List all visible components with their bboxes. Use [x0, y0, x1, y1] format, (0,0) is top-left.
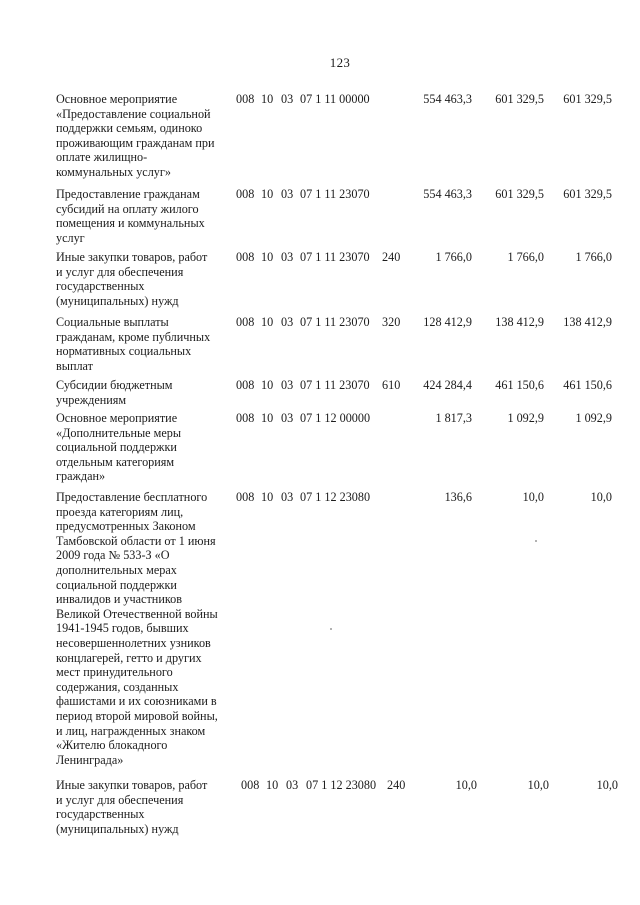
- row-name: Предоставление гражданам субсидий на оплату жилого помещения и коммунальных услуг: [56, 187, 205, 245]
- value-year-2: 1 092,9: [507, 411, 544, 425]
- value-year-1: 554 463,3: [423, 187, 472, 201]
- value-year-3: 601 329,5: [563, 92, 612, 106]
- code-target-article: 07 1 11 00000: [300, 92, 370, 106]
- value-year-1: 128 412,9: [423, 315, 472, 329]
- value-year-3: 601 329,5: [563, 187, 612, 201]
- scan-speck: [330, 628, 332, 630]
- value-year-2: 601 329,5: [495, 92, 544, 106]
- code-ved: 008: [241, 778, 260, 792]
- code-razdel: 10: [261, 187, 274, 201]
- code-razdel: 10: [261, 490, 274, 504]
- code-target-article: 07 1 11 23070: [300, 378, 370, 392]
- code-ved: 008: [236, 315, 255, 329]
- value-year-2: 1 766,0: [507, 250, 544, 264]
- code-target-article: 07 1 11 23070: [300, 187, 370, 201]
- code-podrazdel: 03: [281, 315, 294, 329]
- value-year-1: 10,0: [455, 778, 477, 792]
- value-year-2: 601 329,5: [495, 187, 544, 201]
- row-name: Иные закупки товаров, работ и услуг для обеспечения государственных (муниципальных) нужд: [56, 778, 208, 836]
- value-year-2: 138 412,9: [495, 315, 544, 329]
- code-target-article: 07 1 11 23070: [300, 250, 370, 264]
- scan-speck: [535, 540, 537, 542]
- value-year-3: 10,0: [596, 778, 618, 792]
- code-expense-type: 240: [382, 250, 401, 264]
- code-razdel: 10: [261, 250, 274, 264]
- page-number: 123: [329, 55, 351, 70]
- code-target-article: 07 1 12 23080: [300, 490, 371, 504]
- code-ved: 008: [236, 187, 255, 201]
- row-name: Основное мероприятие «Дополнительные меры социальной поддержки отдельным категориям граждан»: [56, 411, 182, 484]
- code-ved: 008: [236, 250, 255, 264]
- code-expense-type: 240: [387, 778, 406, 792]
- code-podrazdel: 03: [281, 490, 294, 504]
- code-target-article: 07 1 12 00000: [300, 411, 371, 425]
- code-expense-type: 320: [382, 315, 401, 329]
- code-ved: 008: [236, 490, 255, 504]
- value-year-1: 424 284,4: [423, 378, 472, 392]
- row-name: Социальные выплаты гражданам, кроме публичных нормативных социальных выплат: [56, 315, 211, 373]
- code-ved: 008: [236, 411, 255, 425]
- row-name: Иные закупки товаров, работ и услуг для обеспечения государственных (муниципальных) нужд: [56, 250, 208, 308]
- code-podrazdel: 03: [281, 187, 294, 201]
- code-target-article: 07 1 11 23070: [300, 315, 370, 329]
- value-year-1: 136,6: [444, 490, 472, 504]
- value-year-3: 1 766,0: [575, 250, 612, 264]
- code-razdel: 10: [261, 92, 274, 106]
- code-razdel: 10: [261, 378, 274, 392]
- value-year-2: 461 150,6: [495, 378, 544, 392]
- code-razdel: 10: [261, 411, 274, 425]
- value-year-3: 10,0: [590, 490, 612, 504]
- value-year-3: 1 092,9: [575, 411, 612, 425]
- code-podrazdel: 03: [281, 411, 294, 425]
- value-year-2: 10,0: [522, 490, 544, 504]
- value-year-1: 554 463,3: [423, 92, 472, 106]
- value-year-3: 138 412,9: [563, 315, 612, 329]
- code-expense-type: 610: [382, 378, 401, 392]
- code-podrazdel: 03: [286, 778, 299, 792]
- code-razdel: 10: [261, 315, 274, 329]
- row-name: Субсидии бюджетным учреждениям: [56, 378, 173, 407]
- value-year-2: 10,0: [527, 778, 549, 792]
- value-year-1: 1 817,3: [435, 411, 472, 425]
- value-year-1: 1 766,0: [435, 250, 472, 264]
- code-ved: 008: [236, 92, 255, 106]
- row-name: Предоставление бесплатного проезда категориям лиц, предусмотренных Законом Тамбовской области от 1 июня 2009 года № 533-З «О дополнительных мерах социальной поддержки инвалидов и участников Великой Отечественной войны 1941-1945 годов, бывших несовершеннолетних узников концлагерей, гетто и других мест принудительного содержания, созданных фашистами и их союзниками в период второй мировой войны, и лиц, награжденных знаком «Жителю блокадного Ленинграда»: [56, 490, 218, 767]
- value-year-3: 461 150,6: [563, 378, 612, 392]
- code-podrazdel: 03: [281, 92, 294, 106]
- code-razdel: 10: [266, 778, 279, 792]
- code-podrazdel: 03: [281, 378, 294, 392]
- code-podrazdel: 03: [281, 250, 294, 264]
- code-ved: 008: [236, 378, 255, 392]
- row-name: Основное мероприятие «Предоставление социальной поддержки семьям, одиноко проживающим гражданам при оплате жилищно- коммунальных услуг»: [56, 92, 215, 179]
- code-target-article: 07 1 12 23080: [306, 778, 377, 792]
